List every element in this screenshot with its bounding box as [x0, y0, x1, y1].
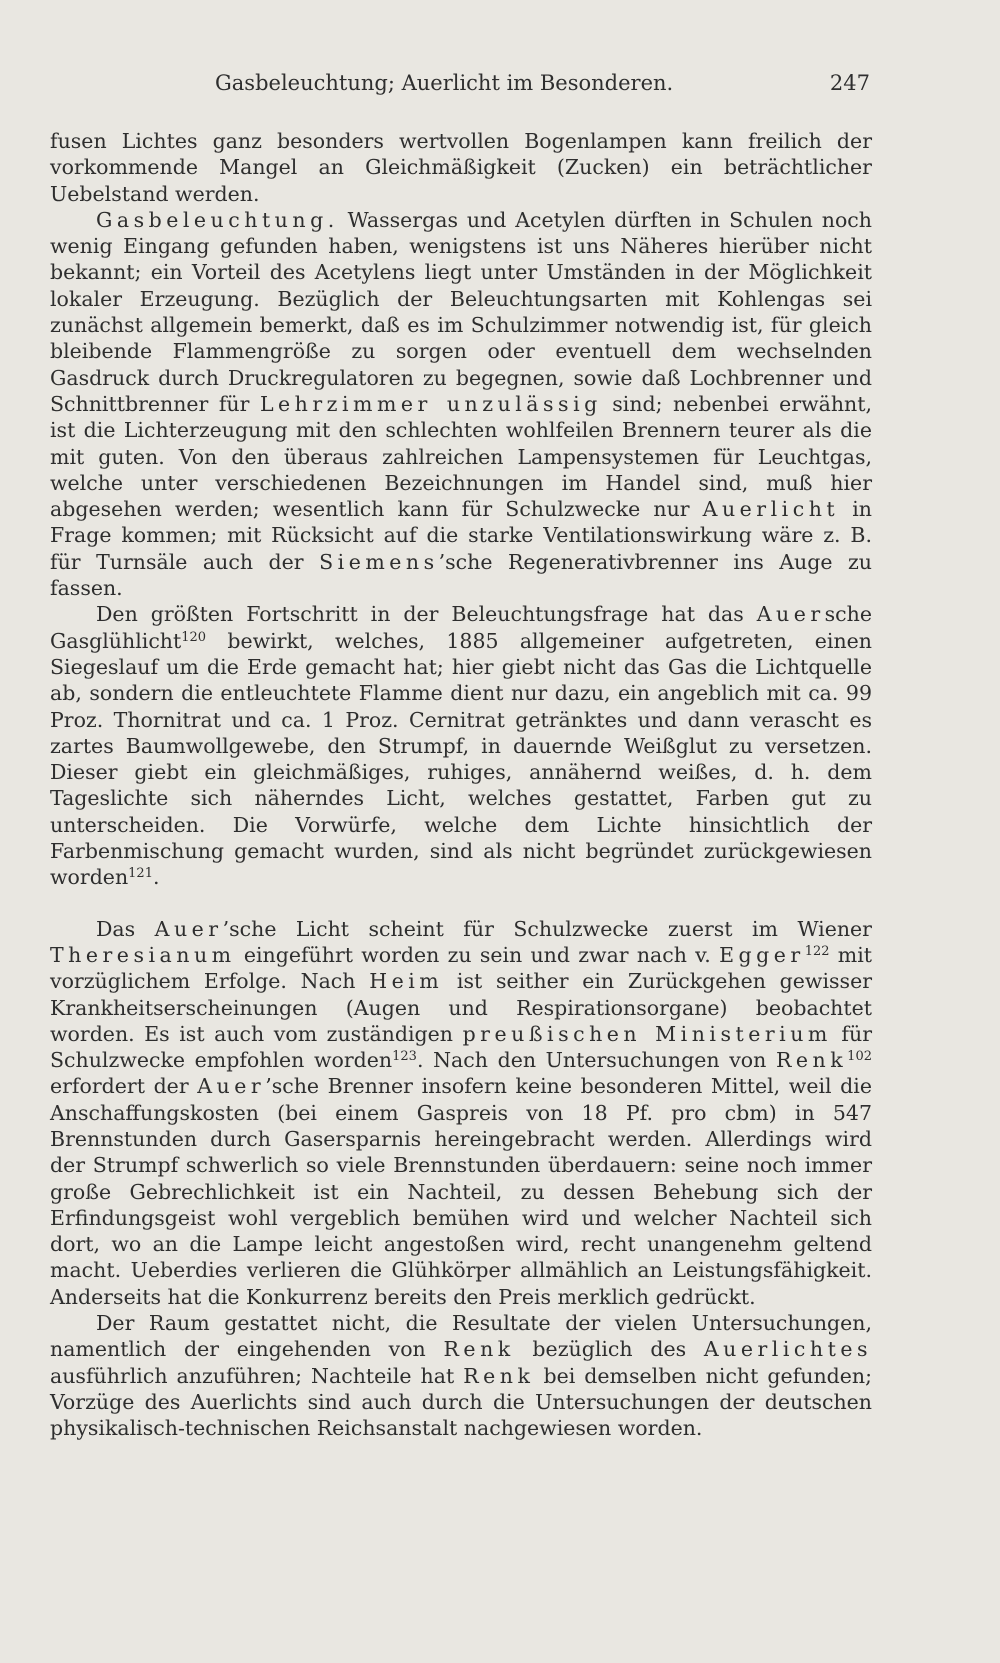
text-run: Das — [96, 916, 155, 941]
footnote-ref: 102 — [847, 1049, 872, 1065]
text-run: ’sche Brenner insofern keine besonderen Mittel, weil die Anschaffungskosten (bei einem Gaspreis von 18 Pf. pro cbm) in 547 Brennstunden durch Gasersparnis hereingebracht werden. Allerdings wird der Strumpf schwerlich so viele Brennstunden überdauern: seine noch immer große Gebrechlichkeit ist ein Nachteil, zu dessen Behebung sich der Erfindungsgeist wohl vergeblich bemühen wird und welcher Nachteil sich dort, wo an die Lampe leicht angestoßen wird, recht unangenehm geltend macht. Ueberdies verlieren die Glühkörper allmählich an Leistungsfähigkeit. Anderseits hat die Konkurrenz bereits den Preis merklich gedrückt. — [50, 1074, 872, 1309]
text-run: Den größten Fortschritt in der Beleuchtungsfrage hat das — [96, 602, 757, 627]
text-run: bei demselben nicht gefunden; Vorzüge des Auerlichts sind auch durch die Untersuchungen der deutschen physikalisch-technischen Reichsanstalt nachgewiesen worden. — [50, 1363, 873, 1441]
paragraph-3 — [50, 601, 872, 890]
text-run: bezüglich des — [514, 1337, 704, 1362]
text-run: ’sche Regenerativbrenner ins Auge zu fassen. — [50, 549, 872, 601]
text-run: erfordert der — [50, 1074, 198, 1099]
running-title: Gasbeleuchtung; Auerlicht im Besonderen. — [215, 71, 674, 95]
paragraph-1 — [50, 128, 872, 207]
text-run: Wassergas und Acetylen dürften in Schulen noch wenig Eingang gefunden haben, wenigstens ist uns Näheres hierüber nicht bekannt; ein Vorteil des Acetylens liegt unter Umständen in der Möglichkeit lokaler Erzeugung. Bezüglich der Beleuchtungsarten mit Kohlengas sei zunächst allgemein bemerkt, daß es im Schulzimmer notwendig ist, für gleich bleibende Flammengröße zu sorgen oder eventuell dem wechselnden Gasdruck durch Druckregulatoren zu begegnen, sowie daß Lochbrenner und Schnittbrenner für — [50, 207, 872, 416]
spaced-name: Theresianum — [50, 942, 236, 967]
spaced-name: Heim — [369, 969, 444, 994]
text-run: mit vorzüglichem Erfolge. Nach — [50, 942, 873, 994]
footnote-ref: 120 — [181, 629, 207, 645]
paragraph-gap — [50, 891, 872, 916]
spaced-heading: Gasbeleuchtung. — [96, 207, 339, 232]
page-number: 247 — [829, 71, 870, 95]
paragraph-2 — [50, 207, 872, 601]
text-run: für Schulzwecke empfohlen worden — [50, 1021, 872, 1073]
spaced-name: Auer — [154, 916, 223, 941]
text-run: sche Gasglühlicht — [50, 602, 872, 653]
text-run: . — [152, 865, 160, 890]
footnote-ref: 122 — [804, 943, 830, 959]
spaced-name: Renk — [443, 1337, 515, 1362]
spaced-name: Egger — [719, 942, 805, 967]
text-run: Der Raum gestattet nicht, die Resultate der vielen Untersuchungen, namentlich der eingehenden von — [50, 1311, 872, 1362]
spaced-emphasis: preußischen Ministerium — [462, 1021, 832, 1046]
spaced-name: Auerlichtes — [703, 1337, 872, 1362]
text-run: ist seither ein Zurückgehen gewisser Krankheitserscheinungen (Augen und Respirationsorgane) beobachtet worden. Es ist auch vom zuständigen — [50, 969, 872, 1046]
text-run: . Nach den Untersuchungen von — [416, 1048, 776, 1073]
paragraph-4 — [50, 916, 872, 1310]
spaced-name: Renk — [463, 1363, 535, 1388]
footnote-ref: 121 — [128, 866, 153, 882]
text-run: eingeführt worden zu sein und zwar nach v. — [235, 942, 720, 967]
spaced-name: Siemens — [319, 549, 439, 574]
spaced-name: Renk — [775, 1048, 848, 1073]
text-run: sind; nebenbei erwähnt, ist die Lichterzeugung mit den schlechten wohlfeilen Brennern teurer als die mit guten. Von den überaus zahlreichen Lampensystemen für Leuchtgas, welche unter verschiedenen Bezeichnungen im Handel sind, muß hier abgesehen werden; wesentlich kann für Schulzwecke nur — [50, 391, 872, 522]
page-header — [50, 66, 870, 100]
text-run: in Frage kommen; mit Rücksicht auf die starke Ventilationswirkung wäre z. B. für Turnsäle auch der — [50, 497, 872, 574]
body-text — [50, 128, 872, 1442]
text-run: fusen Lichtes ganz besonders wertvollen Bogenlampen kann freilich der vorkommende Mangel an Gleichmäßigkeit (Zucken) ein beträchtlicher Uebelstand werden. — [50, 129, 872, 206]
text-run: ausführlich anzuführen; Nachteile hat — [50, 1363, 464, 1388]
spaced-name: Auer — [197, 1074, 266, 1099]
spaced-name: Auer — [756, 602, 825, 627]
spaced-emphasis: Lehrzimmer unzulässig — [259, 391, 602, 416]
text-run: ’sche Licht scheint für Schulzwecke zuerst im Wiener — [222, 916, 872, 941]
footnote-ref: 123 — [392, 1049, 417, 1065]
spaced-emphasis: Auerlicht — [702, 497, 840, 522]
paragraph-5 — [50, 1310, 872, 1441]
text-run: bewirkt, welches, 1885 allgemeiner aufgetreten, einen Siegeslauf um die Erde gemacht hat; hier giebt nicht das Gas die Lichtquelle ab, sondern die entleuchtete Flamme dient nur dazu, ein angeblich mit ca. 99 Proz. Thornitrat und ca. 1 Proz. Cernitrat getränktes und dann verascht es zartes Baumwollgewebe, den Strumpf, in dauernde Weißglut zu versetzen. Dieser giebt ein gleichmäßiges, ruhiges, annähernd weißes, d. h. dem Tageslichte sich näherndes Licht, welches gestattet, Farben gut zu unterscheiden. Die Vorwürfe, welche dem Lichte hinsichtlich der Farbenmischung gemacht wurden, sind als nicht begründet zurückgewiesen worden — [50, 628, 872, 890]
